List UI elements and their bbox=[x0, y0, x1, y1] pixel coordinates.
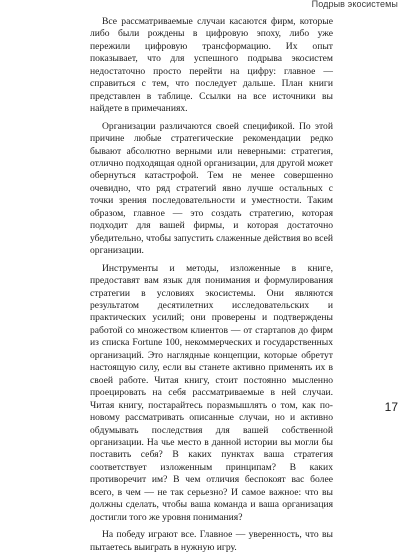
paragraph-2: Организации различаются своей спецификой. По этой причине любые стратегические рекомендации редко бывают абсолютно верными или неверными: стратегия, отлично подходящая одной организации, для другой может обернуться катастрофой. Тем не менее совершенно очевидно, что ряд стратегий явно лучше остальных с точки зрения последовательности и уместности. Таким образом, главное — это создать стратегию, которая подходит для вашей фирмы, и которая достаточно убедительно, чтобы запустить слаженные действия во всей организации. bbox=[90, 120, 333, 257]
running-head-title: Подрыв экосистемы bbox=[311, 0, 398, 9]
body-text bbox=[90, 16, 333, 559]
paragraph-4: На победу играют все. Главное — уверенность, что вы пытаетесь выиграть в нужную игру. bbox=[90, 529, 333, 553]
paragraph-1: Все рассматриваемые случаи касаются фирм, которые либо были рождены в цифровую эпоху, либо уже пережили цифровую трансформацию. Их опыт показывает, что для успешного подрыва экосистем недостаточно просто перейти на цифру: главное — справиться с тем, что последует дальше. План книги представлен в таблице. Ссылки на все источники вы найдете в примечаниях. bbox=[90, 16, 333, 115]
paragraph-3: Инструменты и методы, изложенные в книге, предоставят вам язык для понимания и формулирования стратегии в условиях экосистемы. Они являются результатом десятилетних исследовательских и практических усилий; они проверены и подтверждены работой со множеством клиентов — от стартапов до фирм из списка Fortune 100, некоммерческих и государственных организаций. Это наглядные концепции, которые обретут настоящую силу, если вы станете активно применять их в своей работе. Читая книгу, стоит постоянно мысленно проецировать на себя рассматриваемые в ней случаи. Читая книгу, постарайтесь поразмышлять о том, как по-новому рассматривать описанные случаи, но и активно обдумывать последствия для вашей собственной организации. На чье место в данной истории вы могли бы поставить себя? В каких пунктах ваша стратегия соответствует изложенным принципам? В каких противоречит им? В чем отличия беспокоят вас более всего, в чем — не так серьезно? И самое важное: что вы должны сделать, чтобы ваша команда и ваша организация достигли того же уровня понимания? bbox=[90, 262, 333, 523]
page-number: 17 bbox=[384, 400, 398, 414]
